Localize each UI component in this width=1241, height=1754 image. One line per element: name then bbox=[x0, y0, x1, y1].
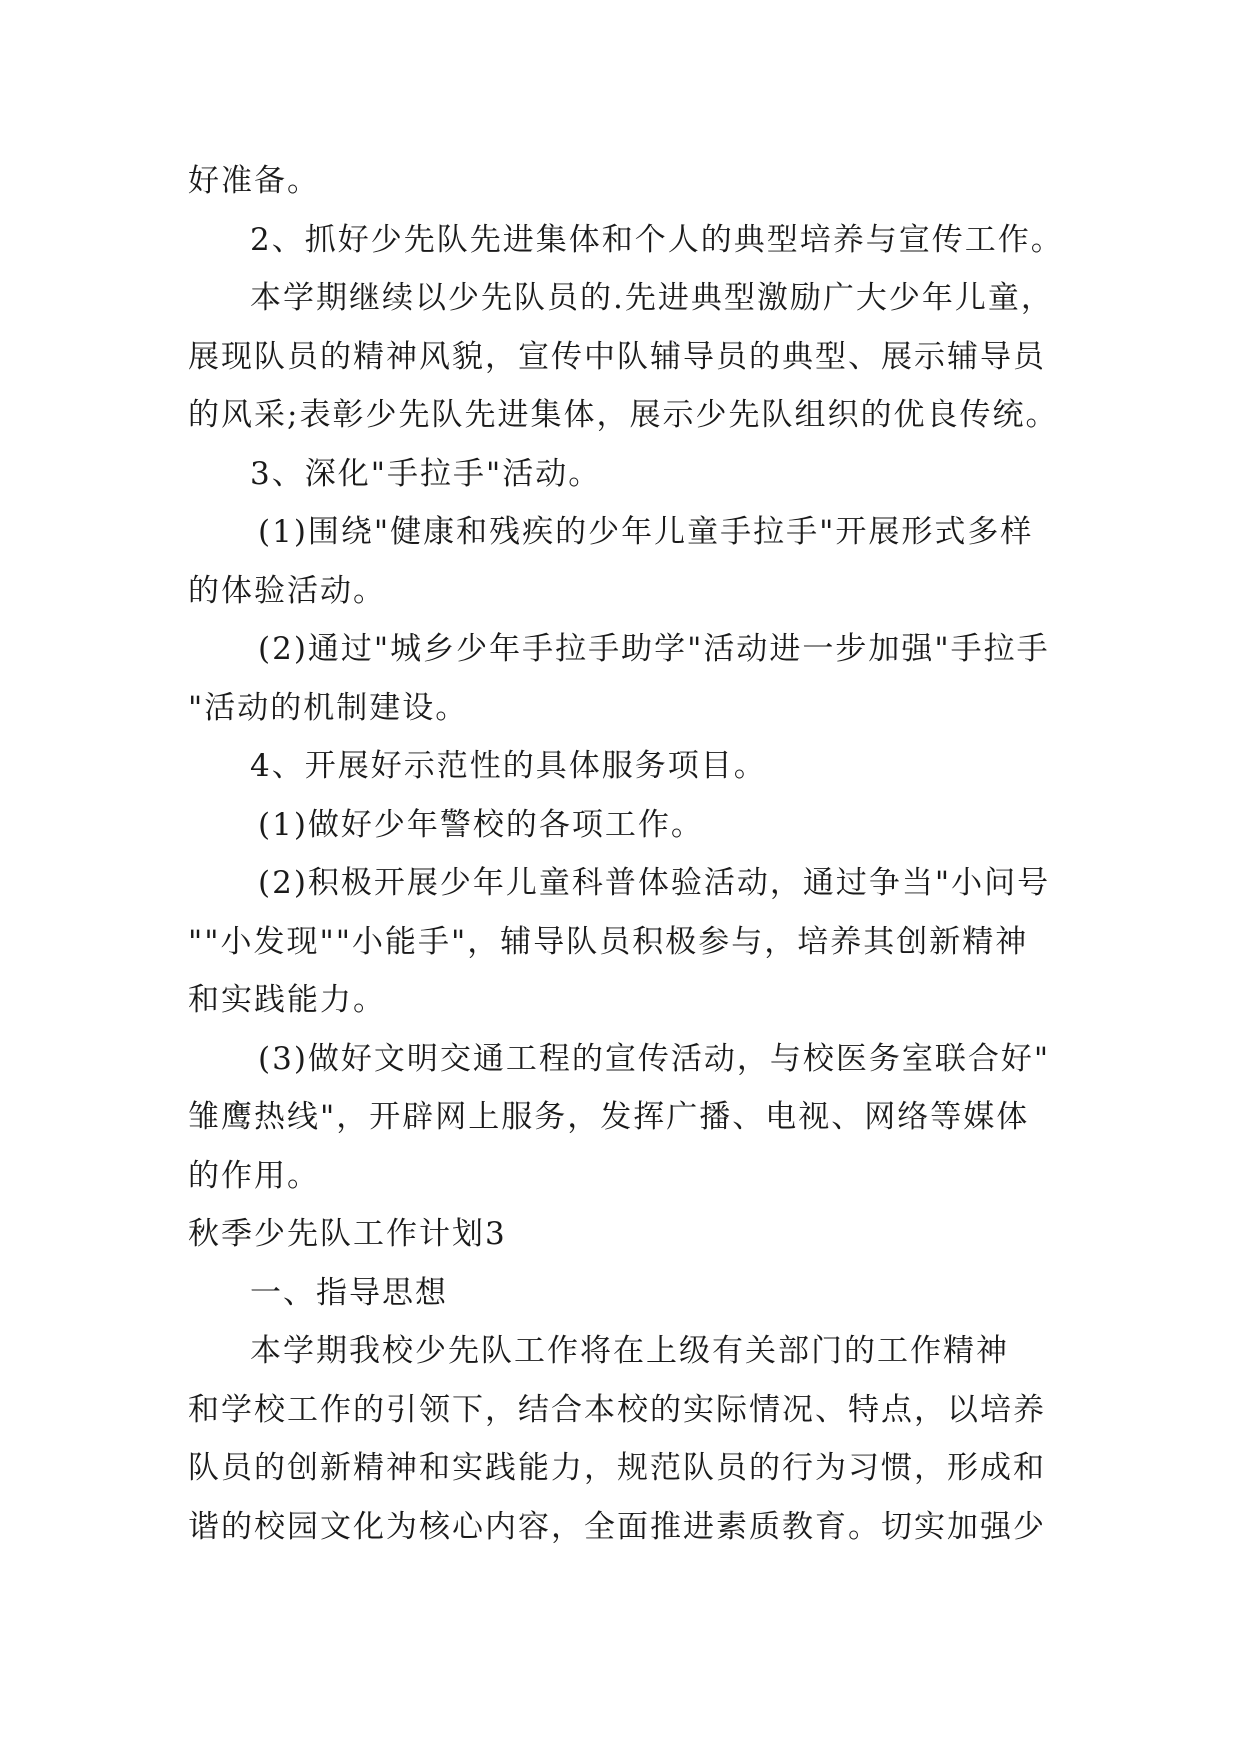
text-line: (3)做好文明交通工程的宣传活动，与校医务室联合好" bbox=[258, 1040, 1051, 1077]
section-heading: 3、深化"手拉手"活动。 bbox=[250, 455, 602, 492]
text-line: 队员的创新精神和实践能力，规范队员的行为习惯，形成和 bbox=[188, 1450, 1046, 1486]
text-line: 的风采;表彰少先队先进集体，展示少先队组织的优良传统。 bbox=[188, 397, 1059, 433]
text-line: 谐的校园文化为核心内容，全面推进素质教育。切实加强少 bbox=[188, 1508, 1046, 1545]
text-line: ""小发现""小能手"，辅导队员积极参与，培养其创新精神 bbox=[188, 923, 1029, 960]
text-line: (2)积极开展少年儿童科普体验活动，通过争当"小问号 bbox=[258, 865, 1051, 901]
text-line: 本学期我校少先队工作将在上级有关部门的工作精神 bbox=[250, 1333, 1009, 1369]
text-line: 和实践能力。 bbox=[188, 982, 386, 1018]
text-line: 的体验活动。 bbox=[188, 572, 386, 609]
document-title: 秋季少先队工作计划3 bbox=[188, 1216, 507, 1252]
document-body bbox=[188, 152, 1068, 1556]
text-line: 本学期继续以少先队员的.先进典型激励广大少年儿童， bbox=[250, 280, 1054, 316]
text-line: 展现队员的精神风貌，宣传中队辅导员的典型、展示辅导员 bbox=[188, 338, 1046, 375]
text-line: (1)围绕"健康和残疾的少年儿童手拉手"开展形式多样 bbox=[258, 514, 1034, 550]
text-line: 好准备。 bbox=[188, 163, 320, 199]
text-line: 的作用。 bbox=[188, 1157, 320, 1194]
section-heading: 一、指导思想 bbox=[250, 1274, 448, 1311]
section-heading: 4、开展好示范性的具体服务项目。 bbox=[250, 748, 767, 784]
section-heading: 2、抓好少先队先进集体和个人的典型培养与宣传工作。 bbox=[250, 221, 1064, 258]
text-line: "活动的机制建设。 bbox=[188, 689, 469, 726]
text-line: (1)做好少年警校的各项工作。 bbox=[258, 806, 704, 843]
text-line: 和学校工作的引领下，结合本校的实际情况、特点，以培养 bbox=[188, 1391, 1046, 1428]
text-line: (2)通过"城乡少年手拉手助学"活动进一步加强"手拉手 bbox=[258, 631, 1050, 667]
text-line: 雏鹰热线"，开辟网上服务，发挥广播、电视、网络等媒体 bbox=[188, 1099, 1030, 1135]
